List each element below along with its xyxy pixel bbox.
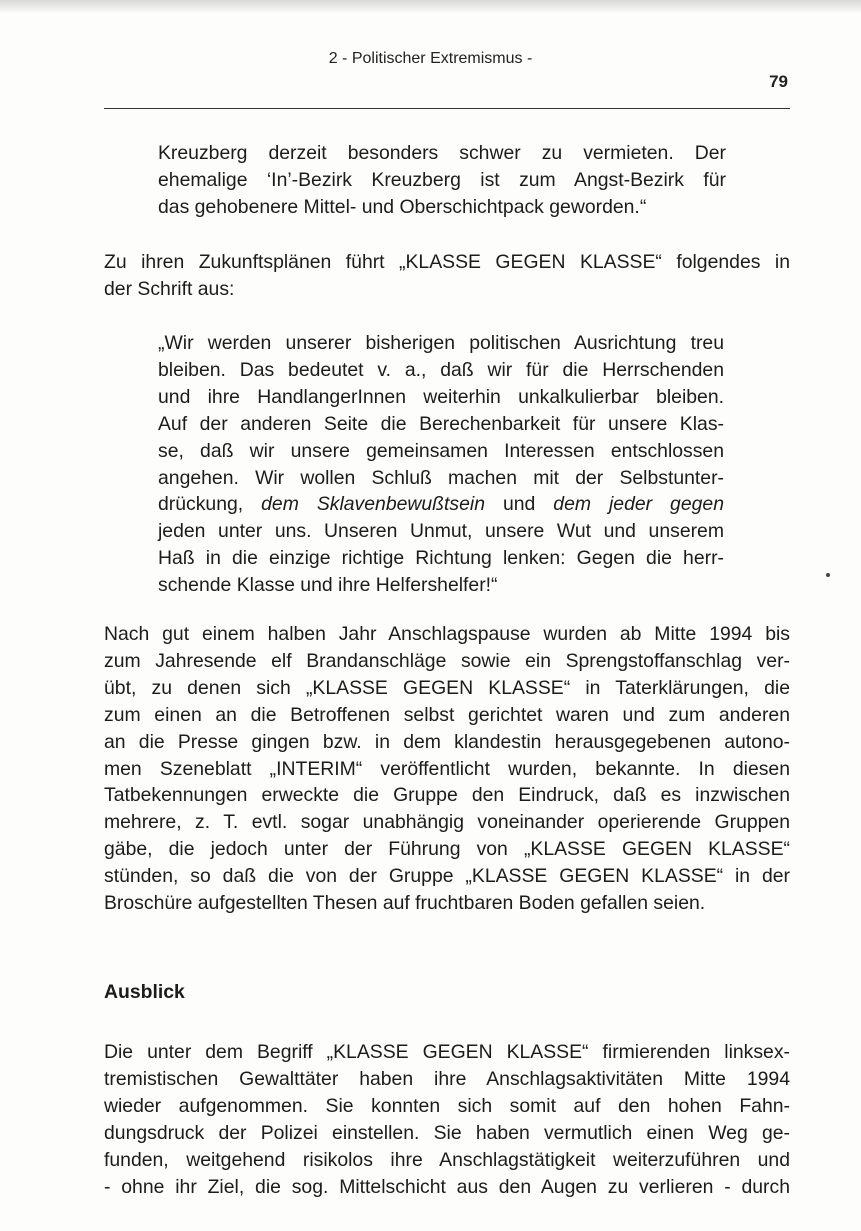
scan-edge-shadow xyxy=(0,0,861,14)
quote-block-1 xyxy=(158,140,726,221)
scan-speck xyxy=(826,573,830,577)
text-line: Kreuzberg derzeit besonders schwer zu vermieten. Der xyxy=(158,142,726,164)
text-line: bleiben. Das bedeutet v. a., daß wir für die Herrschenden xyxy=(158,358,724,381)
text-line: dungsdruck der Polizei einstellen. Sie haben vermutlich einen Weg ge- xyxy=(104,1121,790,1144)
text-line: übt, zu denen sich „KLASSE GEGEN KLASSE“ in Taterklärungen, die xyxy=(104,676,790,699)
text-line: men Szeneblatt „INTERIM“ veröffentlicht wurden, bekannte. In diesen xyxy=(104,757,790,780)
text-line: gäbe, die jedoch unter der Führung von „KLASSE GEGEN KLASSE“ xyxy=(104,838,790,861)
running-header: 2 - Politischer Extremismus - xyxy=(328,50,533,67)
text-line: Auf der anderen Seite die Berechenbarkeit für unsere Klas- xyxy=(158,412,724,435)
text-line: stünden, so daß die von der Gruppe „KLASSE GEGEN KLASSE“ in der xyxy=(104,865,790,888)
header-rule xyxy=(104,108,790,109)
text-line: Zu ihren Zukunftsplänen führt „KLASSE GEGEN KLASSE“ folgendes in xyxy=(104,251,790,273)
text-line: der Schrift aus: xyxy=(104,277,235,300)
text-line: wieder aufgenommen. Sie konnten sich somit auf den hohen Fahn- xyxy=(104,1094,790,1117)
section-heading: Ausblick xyxy=(104,981,185,1003)
text-line: mehrere, z. T. evtl. sogar unabhängig voneinander operierende Gruppen xyxy=(104,811,790,834)
text-line: schende Klasse und ihre Helfershelfer!“ xyxy=(158,574,498,597)
text-line: funden, weitgehend risikolos ihre Anschlagstätigkeit weiterzuführen und xyxy=(104,1148,790,1171)
text-line: „Wir werden unserer bisherigen politischen Ausrichtung treu xyxy=(158,332,724,354)
text-line: se, daß wir unsere gemeinsamen Interessen entschlossen xyxy=(158,439,724,462)
text-line: Haß in die einzige richtige Richtung lenken: Gegen die herr- xyxy=(158,547,724,570)
paragraph-2 xyxy=(104,621,790,917)
text-line: Die unter dem Begriff „KLASSE GEGEN KLASSE“ firmierenden linksex- xyxy=(104,1041,790,1063)
text-line: Broschüre aufgestellten Thesen auf fruchtbaren Boden gefallen seien. xyxy=(104,892,706,915)
text-line: Nach gut einem halben Jahr Anschlagspause wurden ab Mitte 1994 bis xyxy=(104,623,790,645)
quote-block-2 xyxy=(158,330,724,599)
text-line: zum einen an die Betroffenen selbst gerichtet waren und zum anderen xyxy=(104,703,790,726)
text-line: Tatbekennungen erweckte die Gruppe den Eindruck, daß es inzwischen xyxy=(104,784,790,807)
text-line: drückung, dem Sklavenbewußtsein und dem jeder gegen xyxy=(158,493,724,516)
text-line: tremistischen Gewalttäter haben ihre Anschlagsaktivitäten Mitte 1994 xyxy=(104,1067,790,1090)
text-line: jeden unter uns. Unseren Unmut, unsere Wut und unserem xyxy=(158,520,724,543)
text-line: das gehobenere Mittel- und Oberschichtpack geworden.“ xyxy=(158,195,647,218)
paragraph-1 xyxy=(104,249,790,303)
paragraph-3 xyxy=(104,1039,790,1200)
text-line: und ihre HandlangerInnen weiterhin unkalkulierbar bleiben. xyxy=(158,385,724,408)
text-line: - ohne ihr Ziel, die sog. Mittelschicht aus den Augen zu verlieren - durch xyxy=(104,1175,790,1198)
page-number: 79 xyxy=(769,72,788,91)
text-line: ehemalige ‘In’-Bezirk Kreuzberg ist zum Angst-Bezirk für xyxy=(158,168,726,191)
text-line: an die Presse gingen bzw. in dem klandestin herausgegebenen autono- xyxy=(104,730,790,753)
text-line: angehen. Wir wollen Schluß machen mit der Selbstunter- xyxy=(158,466,724,489)
text-line: zum Jahresende elf Brandanschläge sowie ein Sprengstoffanschlag ver- xyxy=(104,649,790,672)
